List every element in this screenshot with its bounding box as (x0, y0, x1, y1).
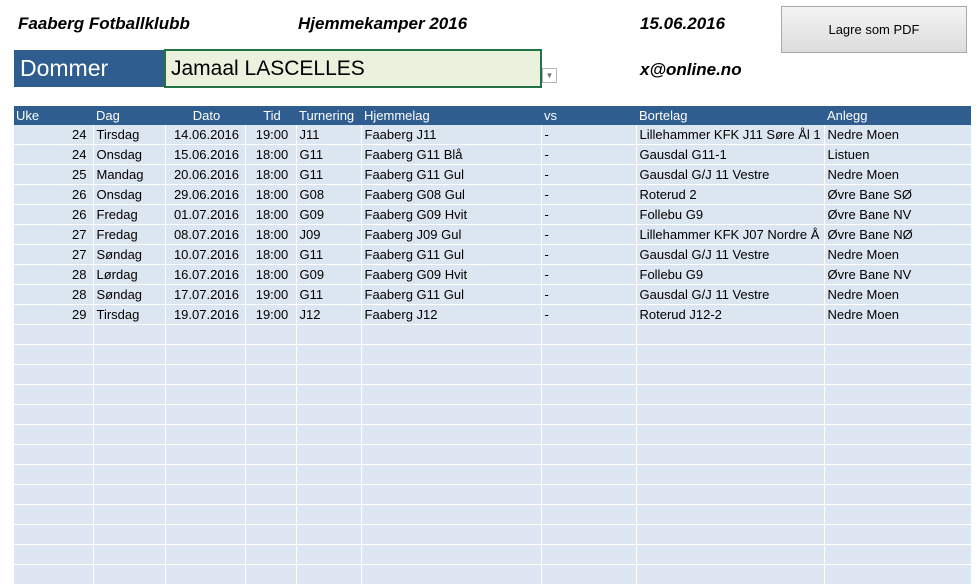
cell-tid[interactable]: 18:00 (245, 245, 296, 265)
empty-table-row[interactable] (14, 345, 971, 365)
empty-table-row[interactable] (14, 545, 971, 565)
cell-dag[interactable]: Onsdag (93, 145, 165, 165)
empty-cell[interactable] (93, 465, 165, 485)
table-row[interactable] (14, 305, 971, 325)
empty-cell[interactable] (824, 325, 971, 345)
empty-cell[interactable] (824, 565, 971, 585)
column-header-bortelag[interactable]: Bortelag (636, 106, 824, 125)
empty-cell[interactable] (361, 445, 541, 465)
empty-cell[interactable] (93, 365, 165, 385)
empty-cell[interactable] (636, 525, 824, 545)
empty-cell[interactable] (636, 565, 824, 585)
empty-cell[interactable] (361, 565, 541, 585)
save-as-pdf-button[interactable]: Lagre som PDF (781, 6, 967, 53)
empty-cell[interactable] (165, 565, 245, 585)
empty-cell[interactable] (165, 505, 245, 525)
empty-cell[interactable] (636, 445, 824, 465)
empty-cell[interactable] (165, 345, 245, 365)
cell-vs[interactable]: - (541, 125, 636, 145)
table-row[interactable] (14, 125, 971, 145)
cell-dato[interactable]: 29.06.2016 (165, 185, 245, 205)
empty-cell[interactable] (541, 385, 636, 405)
cell-hjemmelag[interactable]: Faaberg G11 Gul (361, 245, 541, 265)
cell-dato[interactable]: 01.07.2016 (165, 205, 245, 225)
empty-cell[interactable] (636, 365, 824, 385)
empty-cell[interactable] (824, 345, 971, 365)
empty-cell[interactable] (93, 325, 165, 345)
cell-hjemmelag[interactable]: Faaberg J09 Gul (361, 225, 541, 245)
empty-cell[interactable] (541, 525, 636, 545)
column-header-turnering[interactable]: Turnering (296, 106, 361, 125)
cell-bortelag[interactable]: Gausdal G11-1 (636, 145, 824, 165)
cell-dag[interactable]: Tirsdag (93, 125, 165, 145)
empty-cell[interactable] (245, 465, 296, 485)
empty-cell[interactable] (824, 405, 971, 425)
cell-anlegg[interactable]: Nedre Moen (824, 285, 971, 305)
cell-anlegg[interactable]: Øvre Bane NV (824, 265, 971, 285)
table-row[interactable] (14, 165, 971, 185)
empty-cell[interactable] (541, 565, 636, 585)
empty-cell[interactable] (296, 465, 361, 485)
empty-cell[interactable] (296, 385, 361, 405)
cell-dag[interactable]: Tirsdag (93, 305, 165, 325)
cell-dag[interactable]: Fredag (93, 205, 165, 225)
cell-dato[interactable]: 14.06.2016 (165, 125, 245, 145)
cell-tid[interactable]: 18:00 (245, 185, 296, 205)
empty-cell[interactable] (636, 545, 824, 565)
empty-table-row[interactable] (14, 505, 971, 525)
cell-bortelag[interactable]: Gausdal G/J 11 Vestre (636, 165, 824, 185)
cell-anlegg[interactable]: Øvre Bane SØ (824, 185, 971, 205)
cell-bortelag[interactable]: Roterud 2 (636, 185, 824, 205)
empty-cell[interactable] (14, 425, 93, 445)
cell-hjemmelag[interactable]: Faaberg G08 Gul (361, 185, 541, 205)
cell-tid[interactable]: 18:00 (245, 165, 296, 185)
empty-cell[interactable] (541, 425, 636, 445)
contact-email: x@online.no (640, 60, 742, 79)
column-header-dato[interactable]: Dato (165, 106, 245, 125)
column-header-anlegg[interactable]: Anlegg (824, 106, 971, 125)
cell-tid[interactable]: 18:00 (245, 265, 296, 285)
empty-cell[interactable] (541, 505, 636, 525)
cell-turnering[interactable]: G11 (296, 145, 361, 165)
empty-table-row[interactable] (14, 405, 971, 425)
cell-tid[interactable]: 19:00 (245, 305, 296, 325)
empty-cell[interactable] (14, 545, 93, 565)
empty-cell[interactable] (361, 465, 541, 485)
empty-cell[interactable] (93, 505, 165, 525)
empty-cell[interactable] (824, 365, 971, 385)
empty-cell[interactable] (541, 485, 636, 505)
empty-cell[interactable] (361, 505, 541, 525)
empty-cell[interactable] (165, 385, 245, 405)
empty-cell[interactable] (824, 425, 971, 445)
empty-cell[interactable] (541, 545, 636, 565)
column-header-dag[interactable]: Dag (93, 106, 165, 125)
cell-dag[interactable]: Lørdag (93, 265, 165, 285)
empty-cell[interactable] (296, 545, 361, 565)
empty-cell[interactable] (296, 445, 361, 465)
empty-cell[interactable] (361, 545, 541, 565)
cell-vs[interactable]: - (541, 205, 636, 225)
club-name: Faaberg Fotballklubb (18, 14, 190, 33)
cell-turnering[interactable]: G11 (296, 245, 361, 265)
empty-cell[interactable] (296, 505, 361, 525)
cell-dag[interactable]: Søndag (93, 245, 165, 265)
empty-cell[interactable] (93, 405, 165, 425)
empty-cell[interactable] (14, 525, 93, 545)
table-row[interactable] (14, 265, 971, 285)
empty-cell[interactable] (165, 545, 245, 565)
cell-uke[interactable]: 28 (14, 265, 93, 285)
cell-uke[interactable]: 25 (14, 165, 93, 185)
empty-cell[interactable] (361, 525, 541, 545)
empty-cell[interactable] (636, 385, 824, 405)
empty-cell[interactable] (245, 445, 296, 465)
cell-turnering[interactable]: J11 (296, 125, 361, 145)
cell-dag[interactable]: Onsdag (93, 185, 165, 205)
cell-tid[interactable]: 18:00 (245, 205, 296, 225)
empty-cell[interactable] (636, 325, 824, 345)
empty-cell[interactable] (824, 485, 971, 505)
empty-cell[interactable] (245, 365, 296, 385)
empty-table-row[interactable] (14, 385, 971, 405)
empty-cell[interactable] (541, 365, 636, 385)
empty-cell[interactable] (636, 465, 824, 485)
empty-cell[interactable] (296, 365, 361, 385)
cell-anlegg[interactable]: Nedre Moen (824, 305, 971, 325)
page-title: Hjemmekamper 2016 (298, 14, 468, 33)
cell-vs[interactable]: - (541, 265, 636, 285)
cell-anlegg[interactable]: Nedre Moen (824, 165, 971, 185)
empty-cell[interactable] (824, 445, 971, 465)
empty-table-row[interactable] (14, 445, 971, 465)
empty-cell[interactable] (541, 465, 636, 485)
empty-cell[interactable] (245, 485, 296, 505)
table-header-row (14, 106, 971, 125)
empty-cell[interactable] (361, 485, 541, 505)
cell-anlegg[interactable]: Nedre Moen (824, 245, 971, 265)
table-row[interactable] (14, 185, 971, 205)
empty-cell[interactable] (824, 505, 971, 525)
empty-cell[interactable] (93, 565, 165, 585)
empty-cell[interactable] (93, 345, 165, 365)
table-row[interactable] (14, 145, 971, 165)
empty-cell[interactable] (14, 385, 93, 405)
empty-cell[interactable] (296, 405, 361, 425)
cell-vs[interactable]: - (541, 145, 636, 165)
cell-bortelag[interactable]: Follebu G9 (636, 265, 824, 285)
empty-cell[interactable] (824, 525, 971, 545)
empty-cell[interactable] (245, 525, 296, 545)
empty-cell[interactable] (636, 425, 824, 445)
empty-table-row[interactable] (14, 465, 971, 485)
cell-bortelag[interactable]: Lillehammer KFK J11 Søre Ål 1 (636, 125, 824, 145)
cell-uke[interactable]: 24 (14, 125, 93, 145)
empty-table-row[interactable] (14, 365, 971, 385)
empty-cell[interactable] (296, 565, 361, 585)
empty-cell[interactable] (824, 385, 971, 405)
empty-cell[interactable] (245, 385, 296, 405)
empty-cell[interactable] (541, 345, 636, 365)
cell-hjemmelag[interactable]: Faaberg G11 Blå (361, 145, 541, 165)
empty-cell[interactable] (14, 465, 93, 485)
cell-dato[interactable]: 17.07.2016 (165, 285, 245, 305)
cell-uke[interactable]: 29 (14, 305, 93, 325)
column-header-vs[interactable]: vs (541, 106, 636, 125)
match-schedule-table (14, 106, 972, 585)
cell-hjemmelag[interactable]: Faaberg J11 (361, 125, 541, 145)
cell-turnering[interactable]: G09 (296, 205, 361, 225)
cell-dato[interactable]: 16.07.2016 (165, 265, 245, 285)
dropdown-arrow-icon[interactable]: ▼ (542, 68, 557, 83)
empty-cell[interactable] (165, 365, 245, 385)
cell-dag[interactable]: Søndag (93, 285, 165, 305)
empty-cell[interactable] (245, 325, 296, 345)
cell-hjemmelag[interactable]: Faaberg G11 Gul (361, 285, 541, 305)
empty-cell[interactable] (165, 445, 245, 465)
empty-table-row[interactable] (14, 565, 971, 585)
table-row[interactable] (14, 205, 971, 225)
empty-cell[interactable] (361, 365, 541, 385)
empty-table-row[interactable] (14, 425, 971, 445)
empty-cell[interactable] (14, 505, 93, 525)
cell-dato[interactable]: 10.07.2016 (165, 245, 245, 265)
empty-cell[interactable] (14, 485, 93, 505)
cell-vs[interactable]: - (541, 285, 636, 305)
empty-cell[interactable] (361, 425, 541, 445)
empty-cell[interactable] (245, 425, 296, 445)
column-header-uke[interactable]: Uke (14, 106, 93, 125)
empty-cell[interactable] (296, 485, 361, 505)
cell-tid[interactable]: 19:00 (245, 285, 296, 305)
cell-vs[interactable]: - (541, 225, 636, 245)
empty-cell[interactable] (245, 505, 296, 525)
cell-tid[interactable]: 18:00 (245, 145, 296, 165)
cell-hjemmelag[interactable]: Faaberg J12 (361, 305, 541, 325)
empty-cell[interactable] (541, 405, 636, 425)
empty-cell[interactable] (14, 405, 93, 425)
report-date: 15.06.2016 (640, 14, 726, 33)
empty-cell[interactable] (93, 545, 165, 565)
empty-cell[interactable] (361, 345, 541, 365)
empty-cell[interactable] (361, 385, 541, 405)
empty-cell[interactable] (824, 465, 971, 485)
cell-turnering[interactable]: G09 (296, 265, 361, 285)
empty-cell[interactable] (636, 345, 824, 365)
empty-cell[interactable] (14, 325, 93, 345)
cell-turnering[interactable]: G11 (296, 165, 361, 185)
cell-bortelag[interactable]: Lillehammer KFK J07 Nordre Å (636, 225, 824, 245)
cell-vs[interactable]: - (541, 305, 636, 325)
cell-turnering[interactable]: G08 (296, 185, 361, 205)
cell-bortelag[interactable]: Roterud J12-2 (636, 305, 824, 325)
cell-dag[interactable]: Fredag (93, 225, 165, 245)
cell-uke[interactable]: 26 (14, 185, 93, 205)
cell-turnering[interactable]: J09 (296, 225, 361, 245)
cell-dag[interactable]: Mandag (93, 165, 165, 185)
cell-dato[interactable]: 19.07.2016 (165, 305, 245, 325)
cell-bortelag[interactable]: Gausdal G/J 11 Vestre (636, 285, 824, 305)
cell-uke[interactable]: 27 (14, 225, 93, 245)
empty-cell[interactable] (636, 485, 824, 505)
cell-vs[interactable]: - (541, 165, 636, 185)
cell-uke[interactable]: 24 (14, 145, 93, 165)
cell-uke[interactable]: 27 (14, 245, 93, 265)
cell-vs[interactable]: - (541, 245, 636, 265)
empty-cell[interactable] (93, 385, 165, 405)
cell-bortelag[interactable]: Gausdal G/J 11 Vestre (636, 245, 824, 265)
empty-cell[interactable] (245, 545, 296, 565)
cell-uke[interactable]: 28 (14, 285, 93, 305)
empty-cell[interactable] (361, 405, 541, 425)
empty-cell[interactable] (165, 485, 245, 505)
empty-table-row[interactable] (14, 325, 971, 345)
empty-cell[interactable] (296, 325, 361, 345)
cell-turnering[interactable]: J12 (296, 305, 361, 325)
cell-anlegg[interactable]: Øvre Bane NØ (824, 225, 971, 245)
column-header-hjemmelag[interactable]: Hjemmelag (361, 106, 541, 125)
empty-cell[interactable] (296, 345, 361, 365)
empty-cell[interactable] (636, 505, 824, 525)
empty-cell[interactable] (14, 565, 93, 585)
empty-cell[interactable] (165, 465, 245, 485)
cell-uke[interactable]: 26 (14, 205, 93, 225)
empty-table-row[interactable] (14, 485, 971, 505)
empty-cell[interactable] (165, 525, 245, 545)
empty-cell[interactable] (541, 445, 636, 465)
cell-anlegg[interactable]: Listuen (824, 145, 971, 165)
column-header-tid[interactable]: Tid (245, 106, 296, 125)
empty-cell[interactable] (14, 365, 93, 385)
cell-turnering[interactable]: G11 (296, 285, 361, 305)
empty-cell[interactable] (245, 405, 296, 425)
cell-anlegg[interactable]: Øvre Bane NV (824, 205, 971, 225)
cell-hjemmelag[interactable]: Faaberg G11 Gul (361, 165, 541, 185)
cell-bortelag[interactable]: Follebu G9 (636, 205, 824, 225)
table-row[interactable] (14, 285, 971, 305)
empty-cell[interactable] (296, 525, 361, 545)
empty-cell[interactable] (245, 345, 296, 365)
empty-cell[interactable] (165, 405, 245, 425)
cell-vs[interactable]: - (541, 185, 636, 205)
empty-cell[interactable] (165, 325, 245, 345)
cell-dato[interactable]: 15.06.2016 (165, 145, 245, 165)
cell-hjemmelag[interactable]: Faaberg G09 Hvit (361, 205, 541, 225)
cell-tid[interactable]: 19:00 (245, 125, 296, 145)
empty-cell[interactable] (14, 345, 93, 365)
empty-cell[interactable] (93, 485, 165, 505)
empty-cell[interactable] (541, 325, 636, 345)
empty-cell[interactable] (824, 545, 971, 565)
cell-hjemmelag[interactable]: Faaberg G09 Hvit (361, 265, 541, 285)
cell-tid[interactable]: 18:00 (245, 225, 296, 245)
cell-anlegg[interactable]: Nedre Moen (824, 125, 971, 145)
empty-table-row[interactable] (14, 525, 971, 545)
empty-cell[interactable] (245, 565, 296, 585)
empty-cell[interactable] (93, 525, 165, 545)
referee-select-field[interactable]: Jamaal LASCELLES (164, 49, 542, 88)
empty-cell[interactable] (361, 325, 541, 345)
table-row[interactable] (14, 225, 971, 245)
empty-cell[interactable] (14, 445, 93, 465)
empty-cell[interactable] (165, 425, 245, 445)
empty-cell[interactable] (93, 425, 165, 445)
table-row[interactable] (14, 245, 971, 265)
empty-cell[interactable] (93, 445, 165, 465)
cell-dato[interactable]: 20.06.2016 (165, 165, 245, 185)
cell-dato[interactable]: 08.07.2016 (165, 225, 245, 245)
empty-cell[interactable] (636, 405, 824, 425)
empty-cell[interactable] (296, 425, 361, 445)
referee-label: Dommer (14, 50, 164, 87)
